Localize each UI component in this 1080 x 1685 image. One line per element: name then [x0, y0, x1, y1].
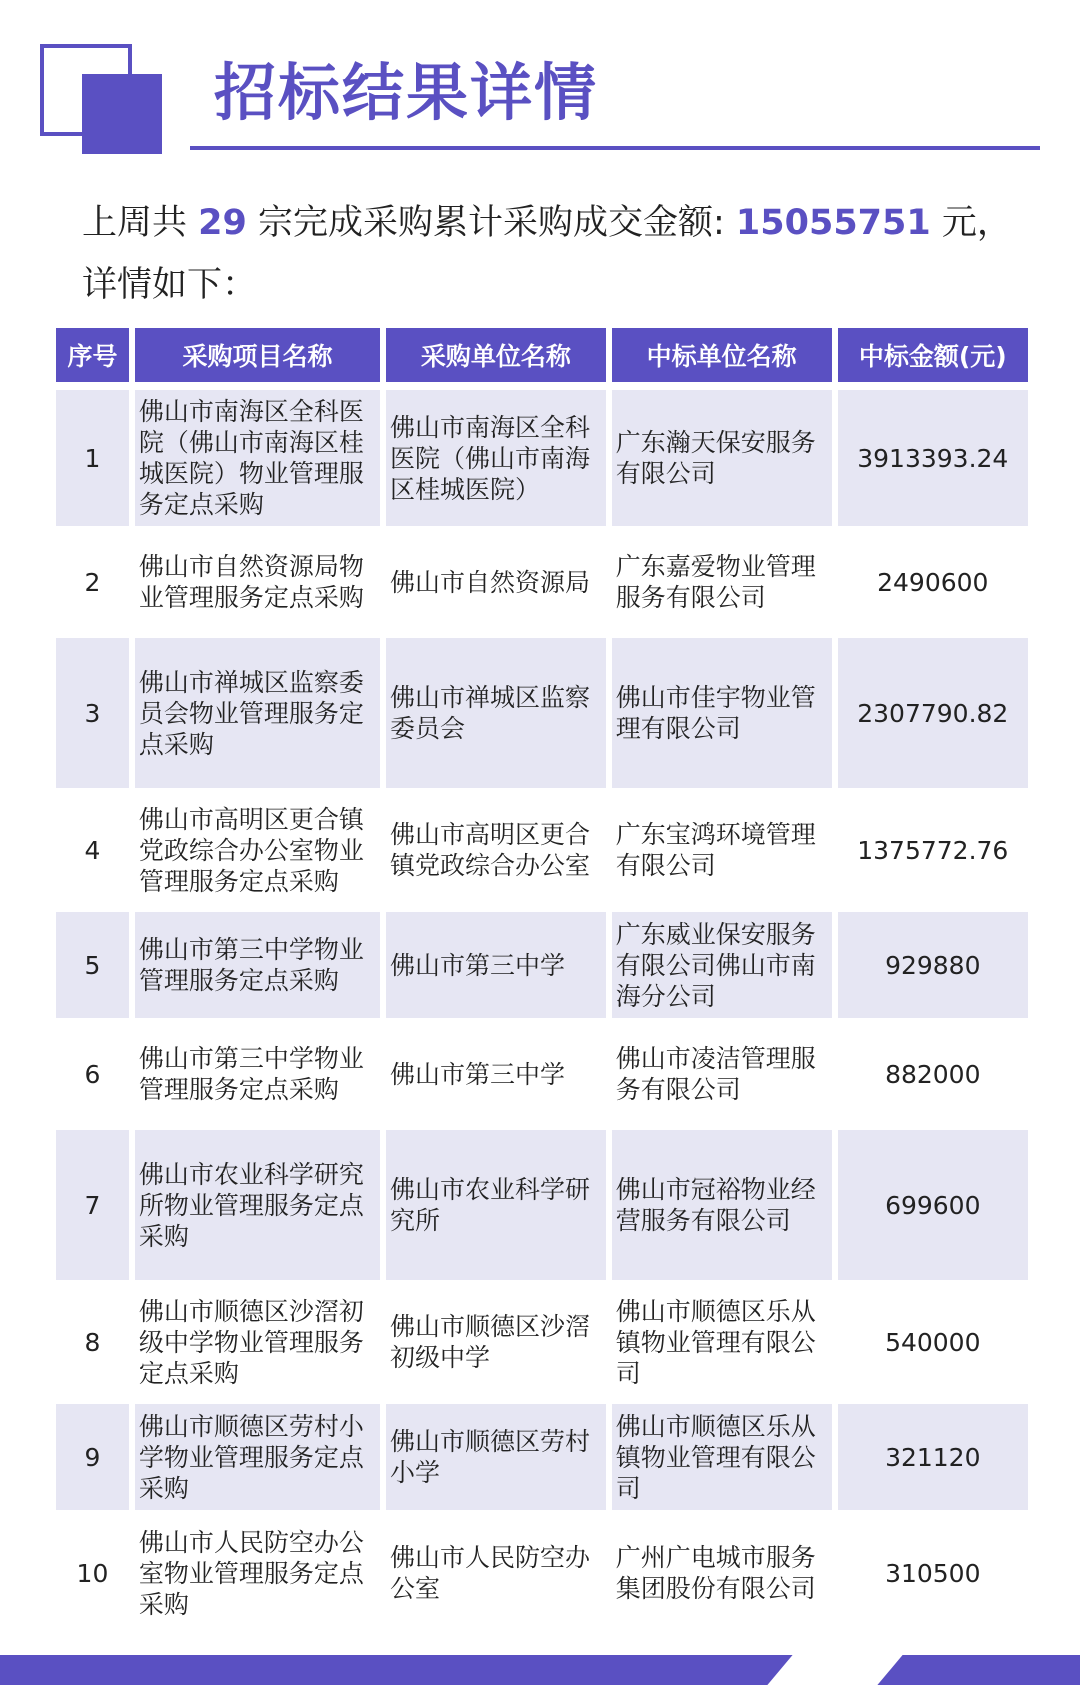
cell-winner: 广东瀚天保安服务有限公司 [612, 390, 832, 526]
cell-seq: 9 [56, 1404, 129, 1510]
cell-buyer: 佛山市禅城区监察委员会 [386, 638, 606, 788]
cell-buyer: 佛山市高明区更合镇党政综合办公室 [386, 796, 606, 904]
cell-buyer: 佛山市顺德区沙滘初级中学 [386, 1288, 606, 1396]
table-header-row [56, 328, 1028, 382]
col-header-project: 采购项目名称 [135, 328, 380, 382]
cell-seq: 8 [56, 1288, 129, 1396]
cell-project: 佛山市顺德区劳村小学物业管理服务定点采购 [135, 1404, 380, 1510]
cell-project: 佛山市农业科学研究所物业管理服务定点采购 [135, 1130, 380, 1280]
cell-winner: 广东嘉爱物业管理服务有限公司 [612, 534, 832, 630]
table-row [56, 1026, 1028, 1122]
summary-suffix: 元，详情如下： [82, 203, 1012, 305]
cell-winner: 广东威业保安服务有限公司佛山市南海分公司 [612, 912, 832, 1018]
summary-text [82, 192, 1012, 316]
col-header-seq: 序号 [56, 328, 129, 382]
cell-project: 佛山市第三中学物业管理服务定点采购 [135, 912, 380, 1018]
cell-amount: 3913393.24 [838, 390, 1028, 526]
col-header-winner: 中标单位名称 [612, 328, 832, 382]
cell-buyer: 佛山市自然资源局 [386, 534, 606, 630]
cell-project: 佛山市南海区全科医院（佛山市南海区桂城医院）物业管理服务定点采购 [135, 390, 380, 526]
cell-project: 佛山市禅城区监察委员会物业管理服务定点采购 [135, 638, 380, 788]
cell-buyer: 佛山市顺德区劳村小学 [386, 1404, 606, 1510]
cell-seq: 2 [56, 534, 129, 630]
cell-buyer: 佛山市第三中学 [386, 1026, 606, 1122]
cell-buyer: 佛山市第三中学 [386, 912, 606, 1018]
summary-prefix: 上周共 [82, 203, 199, 243]
cell-amount: 2307790.82 [838, 638, 1028, 788]
summary-middle: 宗完成采购累计采购成交金额: [246, 203, 736, 243]
table-row [56, 1288, 1028, 1396]
cell-winner: 佛山市凌洁管理服务有限公司 [612, 1026, 832, 1122]
header-decor-solid-square [82, 74, 162, 154]
table-row [56, 390, 1028, 526]
cell-amount: 2490600 [838, 534, 1028, 630]
table-row [56, 796, 1028, 904]
cell-amount: 882000 [838, 1026, 1028, 1122]
cell-seq: 1 [56, 390, 129, 526]
cell-winner: 佛山市冠裕物业经营服务有限公司 [612, 1130, 832, 1280]
page-title: 招标结果详情 [214, 56, 599, 129]
cell-amount: 1375772.76 [838, 796, 1028, 904]
footer-bar [0, 1655, 1080, 1685]
cell-winner: 广东宝鸿环境管理有限公司 [612, 796, 832, 904]
table-row [56, 1130, 1028, 1280]
cell-seq: 3 [56, 638, 129, 788]
cell-seq: 4 [56, 796, 129, 904]
col-header-buyer: 采购单位名称 [386, 328, 606, 382]
cell-amount: 929880 [838, 912, 1028, 1018]
cell-buyer: 佛山市人民防空办公室 [386, 1518, 606, 1628]
cell-winner: 广州广电城市服务集团股份有限公司 [612, 1518, 832, 1628]
cell-amount: 321120 [838, 1404, 1028, 1510]
cell-seq: 7 [56, 1130, 129, 1280]
cell-project: 佛山市人民防空办公室物业管理服务定点采购 [135, 1518, 380, 1628]
cell-buyer: 佛山市农业科学研究所 [386, 1130, 606, 1280]
cell-winner: 佛山市顺德区乐从镇物业管理有限公司 [612, 1404, 832, 1510]
header-underline [190, 146, 1040, 150]
table-row [56, 1518, 1028, 1628]
cell-amount: 699600 [838, 1130, 1028, 1280]
col-header-amount: 中标金额(元) [838, 328, 1028, 382]
cell-project: 佛山市自然资源局物业管理服务定点采购 [135, 534, 380, 630]
cell-winner: 佛山市佳宇物业管理有限公司 [612, 638, 832, 788]
cell-amount: 540000 [838, 1288, 1028, 1396]
cell-winner: 佛山市顺德区乐从镇物业管理有限公司 [612, 1288, 832, 1396]
cell-seq: 5 [56, 912, 129, 1018]
cell-amount: 310500 [838, 1518, 1028, 1628]
table-row [56, 912, 1028, 1018]
cell-project: 佛山市顺德区沙滘初级中学物业管理服务定点采购 [135, 1288, 380, 1396]
cell-project: 佛山市高明区更合镇党政综合办公室物业管理服务定点采购 [135, 796, 380, 904]
cell-seq: 10 [56, 1518, 129, 1628]
results-table [50, 320, 1034, 1636]
cell-seq: 6 [56, 1026, 129, 1122]
table-row [56, 638, 1028, 788]
cell-buyer: 佛山市南海区全科医院（佛山市南海区桂城医院） [386, 390, 606, 526]
cell-project: 佛山市第三中学物业管理服务定点采购 [135, 1026, 380, 1122]
summary-amount: 15055751 [735, 203, 931, 243]
summary-count: 29 [198, 203, 247, 243]
table-row [56, 534, 1028, 630]
table-row [56, 1404, 1028, 1510]
